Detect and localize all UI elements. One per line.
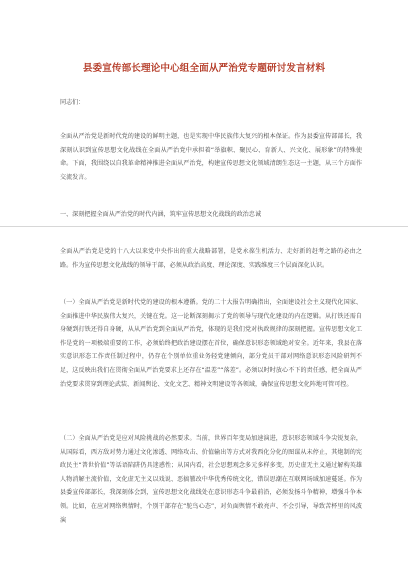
section-1-point-2: （二）全面从严治党是应对风险挑战的必然要求。当前，世界百年变局加速演进，意识形态领域斗争尖锐复杂，从国际看，西方敌对势力通过文化渗透、网络攻击、价值输出等方式对我西化分化的图谋从未停止，其炮制的宪政民主“普世价值”等话语陷阱仍具迷惑性；从国内看，社会思想观念多元多样多变，历史虚无主义通过解构英雄人物消解主流价值，文化虚无主义以戏说、恶搞篡改中华优秀传统文化，错误思潮在互联网场域加速蔓延。作为县委宣传部部长，我深刻体会到，宣传思想文化战线处在意识形态斗争最前沿，必须发扬斗争精神，增强斗争本领。比如，在应对网络舆情时，个别干部存在“鸵鸟心态”，对负面舆情不敢亮声、不会引导，导致苦杯里的风波演	[60, 435, 362, 524]
document-title: 县委宣传部长理论中心组全面从严治党专题研讨发言材料	[82, 63, 326, 74]
divider	[0, 226, 408, 227]
intro-paragraph: 全面从严治党是新时代党的建设的鲜明主题，也是实现中华民族伟大复兴的根本保证。作为县委宣传部部长，我深刻认识到宣传思想文化战线在全面从严治党中承担着“举旗帜、聚民心、育新人、兴文化、展形象”的特殊使命。下面，我围绕以自我革命精神推进全面从严治党，构建宣传思想文化领域清朗生态这一主题，从三个方面作交流发言。	[60, 133, 362, 181]
section-1-intro: 全面从严治党是党的十八大以来党中央作出的重大战略部署，是党永葆生机活力、走好新的赶考之路的必由之路。作为宣传思想文化战线的领导干部，必须从政治高度、理论深度、实践维度三个层面深化认识。	[60, 248, 362, 269]
section-1-heading: 一、深刻把握全面从严治党的时代内涵，筑牢宣传思想文化战线的政治忠诚	[60, 211, 262, 218]
section-1-point-1: （一）全面从严治党是新时代党的建设的根本遵循。党的二十大报告明确指出，全面建设社会主义现代化国家、全面推进中华民族伟大复兴，关键在党。这一论断深刻揭示了党的领导与现代化建设的内在逻辑。从打铁还需自身硬到打铁还得自身硬，从从严治党到全面从严治党，体现的是我们党对执政规律的深刻把握。宣传思想文化工作是党的一项极端重要的工作，必须始终把政治建设摆在首位，确保意识形态领域绝对安全。近年来，我县在落实意识形态工作责任制过程中，仍存在个别单位重业务轻党建倾向，部分党员干部对网络意识形态风险研判不足，这反映出我们在贯彻全面从严治党要求上还存在“温差”“落差”。必须以时时放心不下的责任感，把全面从严治党要求贯穿到理论武装、新闻舆论、文化文艺、精神文明建设等各领域，确保宣传思想文化阵地可管可控。	[60, 299, 362, 388]
greeting: 同志们：	[60, 99, 85, 106]
